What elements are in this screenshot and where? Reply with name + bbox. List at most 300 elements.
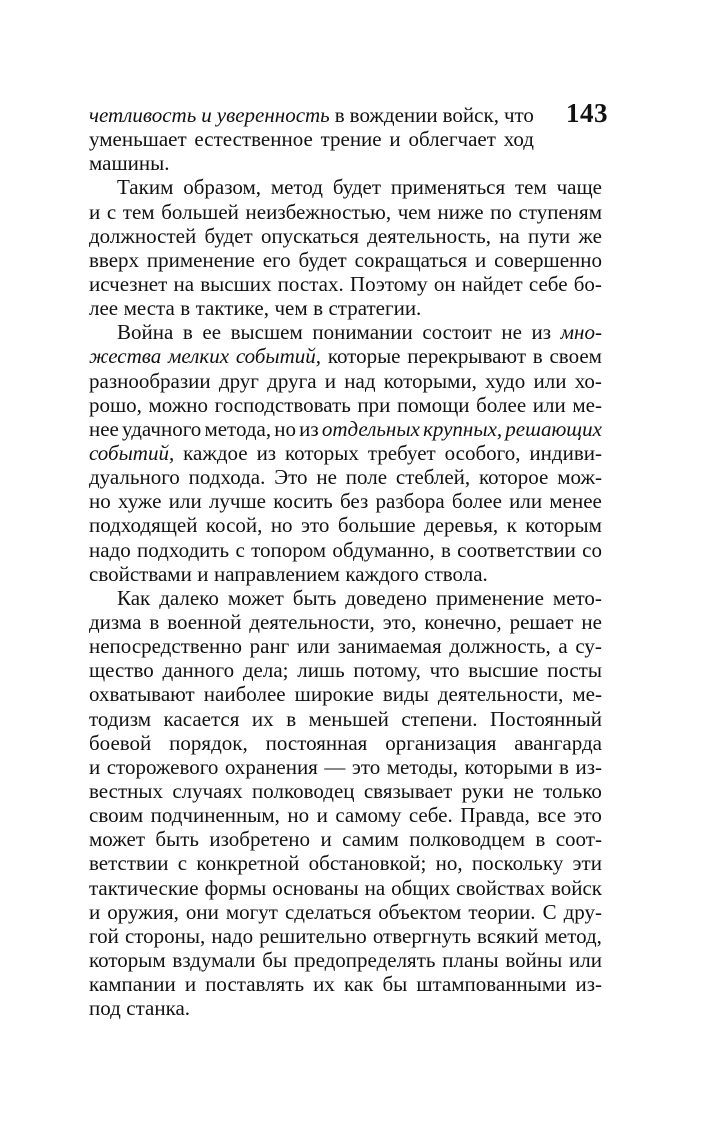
- word: деревья,: [423, 513, 499, 538]
- word: чем: [397, 199, 431, 224]
- word: станка.: [126, 996, 191, 1021]
- word: образом,: [183, 175, 262, 200]
- word: более: [476, 392, 527, 417]
- word: бо-: [573, 271, 602, 296]
- word: уменьшает: [89, 127, 187, 152]
- word: су-: [575, 634, 602, 659]
- word: ме-: [572, 682, 602, 707]
- text-line: [89, 344, 602, 368]
- word: помощи: [397, 392, 470, 417]
- word: методы,: [386, 754, 459, 779]
- word: мож-: [557, 465, 602, 490]
- word: войск: [550, 875, 602, 900]
- text-line: [89, 369, 602, 393]
- word: которое: [479, 465, 549, 490]
- word: неизбежностью,: [245, 199, 392, 224]
- word: подходящей: [89, 513, 198, 538]
- text-line: [89, 513, 602, 537]
- word: не: [513, 778, 534, 803]
- word: стеблей,: [395, 465, 471, 490]
- italic-word: решающих: [505, 416, 602, 441]
- word: поставлять: [205, 972, 305, 997]
- word: состоит: [422, 320, 492, 345]
- word: и: [320, 827, 332, 852]
- word: чем: [274, 296, 308, 321]
- word: ме-: [572, 392, 602, 417]
- word: высшие: [468, 658, 539, 683]
- word: военной: [167, 609, 242, 634]
- word: организация: [385, 730, 497, 755]
- word: или: [168, 489, 202, 514]
- word: широкие: [294, 682, 374, 707]
- word: и: [89, 754, 101, 779]
- text-line: [89, 731, 602, 755]
- word: поскольку: [471, 851, 564, 876]
- word: применяться: [390, 175, 506, 200]
- word: тактике,: [195, 296, 269, 321]
- text-line: [89, 779, 602, 803]
- word: вестных: [89, 778, 163, 803]
- word: из-: [575, 754, 602, 779]
- italic-word: событий,: [235, 344, 322, 369]
- word: ход: [503, 127, 534, 152]
- word: быть: [292, 585, 337, 610]
- word: как: [343, 972, 374, 997]
- word: естественное: [194, 127, 313, 152]
- text-line: [89, 151, 602, 175]
- word: это,: [382, 609, 417, 634]
- text-line: [89, 248, 602, 272]
- word: касается: [163, 706, 240, 731]
- word: но: [287, 803, 310, 828]
- word: Таким: [117, 175, 174, 200]
- word: дру-: [563, 899, 602, 924]
- word: войны: [505, 947, 563, 972]
- word: сделаться: [284, 899, 372, 924]
- word: можно: [148, 392, 209, 417]
- word: своим: [89, 803, 144, 828]
- word: и: [474, 247, 487, 272]
- word: исчезнет: [89, 271, 168, 296]
- word: совершенно: [494, 247, 602, 272]
- word: ветствии: [89, 851, 169, 876]
- word: полководцем: [409, 827, 525, 852]
- word: из-: [575, 972, 602, 997]
- text-line: [89, 924, 602, 948]
- word: формы: [204, 875, 267, 900]
- word: соот-: [555, 827, 602, 852]
- text-line: [89, 103, 534, 127]
- word: решает: [509, 609, 574, 634]
- word: и: [184, 972, 197, 997]
- word: худо: [485, 368, 526, 393]
- word: места: [123, 296, 175, 321]
- word: решительно: [259, 923, 367, 948]
- text-line: [89, 851, 602, 875]
- word: в: [334, 103, 345, 127]
- italic-word: мелких: [168, 344, 230, 369]
- word: они: [185, 899, 219, 924]
- word: лишь: [297, 658, 345, 683]
- word: не: [501, 320, 522, 345]
- word: направлением: [213, 561, 340, 586]
- italic-word: событий,: [89, 440, 175, 465]
- word: себе: [528, 271, 568, 296]
- word: ранг: [249, 634, 290, 659]
- word: войск,: [442, 103, 499, 127]
- word: должность,: [449, 634, 551, 659]
- text-line: [89, 465, 602, 489]
- word: Война: [117, 320, 174, 345]
- text-line: [89, 755, 602, 779]
- word: облегчает: [408, 127, 496, 152]
- italic-word: отдельных: [321, 416, 420, 441]
- word: а: [558, 634, 568, 659]
- word: самим: [342, 827, 399, 852]
- word: косой,: [205, 513, 263, 538]
- word: полководец: [252, 778, 355, 803]
- word: лее: [89, 296, 119, 321]
- word: это: [300, 513, 330, 538]
- text-line: [89, 127, 534, 151]
- word: постоянная: [265, 730, 368, 755]
- word: с: [177, 851, 188, 876]
- word: его: [262, 247, 291, 272]
- word: что: [429, 658, 460, 683]
- text-line: [89, 441, 602, 465]
- word: подхода.: [188, 465, 266, 490]
- word: метод: [270, 175, 323, 200]
- word: соответствии: [457, 537, 576, 562]
- italic-word: и: [201, 103, 212, 127]
- word: или: [568, 947, 602, 972]
- word: —: [324, 754, 346, 779]
- word: каждого: [345, 561, 419, 586]
- word: будет: [204, 223, 253, 248]
- word: основаны: [272, 875, 359, 900]
- word: тактические: [89, 875, 199, 900]
- word: и: [316, 803, 328, 828]
- word: эти: [572, 851, 602, 876]
- text-line: [89, 634, 602, 658]
- word: стороны,: [124, 923, 206, 948]
- word: хо-: [574, 368, 602, 393]
- word: с: [106, 199, 117, 224]
- word: над: [344, 368, 376, 393]
- word: опускаться: [260, 223, 359, 248]
- text-line: [89, 320, 602, 344]
- word: при: [357, 392, 391, 417]
- word: которым: [525, 513, 602, 538]
- word: из: [256, 440, 277, 465]
- word: деятельности,: [437, 682, 564, 707]
- word: обдуманно,: [332, 537, 435, 562]
- word: поле: [345, 465, 388, 490]
- word: это: [573, 803, 602, 828]
- word: не: [316, 465, 337, 490]
- word: из: [299, 416, 319, 441]
- word: тодизм: [89, 706, 152, 731]
- text-line: [89, 996, 602, 1020]
- word: под: [89, 996, 121, 1021]
- text-line: [89, 948, 602, 972]
- word: всякий: [477, 923, 539, 948]
- word: свойствами: [89, 561, 192, 586]
- word: их: [251, 706, 274, 731]
- word: которых: [285, 440, 359, 465]
- text-line: [89, 224, 602, 248]
- text-line: [89, 827, 602, 851]
- text-line: [89, 803, 602, 827]
- word: бы: [262, 947, 288, 972]
- word: дизма: [89, 609, 142, 634]
- word: которыми: [464, 754, 553, 779]
- word: со: [582, 537, 602, 562]
- word: на: [364, 875, 386, 900]
- word: только: [543, 778, 602, 803]
- page-text: [89, 103, 602, 1020]
- word: все: [537, 803, 567, 828]
- word: хуже: [118, 489, 162, 514]
- word: машины.: [89, 151, 170, 176]
- word: в: [286, 706, 297, 731]
- word: без: [339, 489, 369, 514]
- word: косить: [273, 489, 333, 514]
- word: в: [182, 320, 193, 345]
- word: и: [389, 127, 401, 152]
- word: надо: [211, 923, 254, 948]
- word: ниже: [437, 199, 484, 224]
- word: применение: [146, 247, 255, 272]
- word: или: [533, 368, 567, 393]
- word: С: [542, 899, 557, 924]
- word: деятельность,: [367, 223, 491, 248]
- word: кампании: [89, 972, 176, 997]
- italic-word: четливость: [89, 103, 197, 127]
- word: метода,: [204, 416, 272, 441]
- word: перекрывают: [407, 344, 527, 369]
- word: себе.: [408, 803, 453, 828]
- word: более: [451, 489, 502, 514]
- word: боевой: [89, 730, 152, 755]
- word: не: [581, 609, 602, 634]
- word: рошо,: [89, 392, 142, 417]
- page-number: 143: [566, 98, 608, 128]
- word: пути: [527, 223, 571, 248]
- word: обстановкой;: [308, 851, 427, 876]
- word: конкретной: [196, 851, 300, 876]
- text-line: [89, 489, 602, 513]
- text-line: [89, 658, 602, 682]
- word: Как: [117, 585, 151, 610]
- word: штампованными: [416, 972, 567, 997]
- word: вверх: [89, 247, 140, 272]
- word: большей: [161, 199, 239, 224]
- word: которым: [89, 947, 166, 972]
- word: менее: [549, 489, 602, 514]
- word: из: [531, 320, 552, 345]
- word: требует: [367, 440, 436, 465]
- word: может: [89, 827, 145, 852]
- text-line: [89, 200, 602, 224]
- word: Это: [274, 465, 308, 490]
- word: но,: [435, 851, 463, 876]
- word: или: [532, 392, 566, 417]
- text-line: [89, 876, 602, 900]
- word: быть: [155, 827, 199, 852]
- word: охранения: [224, 754, 318, 779]
- word: тем: [514, 175, 547, 200]
- word: объектом: [378, 899, 462, 924]
- word: могут: [225, 899, 278, 924]
- word: доведено: [345, 585, 428, 610]
- word: оружия,: [107, 899, 179, 924]
- text-line: [89, 272, 602, 296]
- italic-word: крупных,: [423, 416, 503, 441]
- text-line: [89, 707, 602, 731]
- word: их: [313, 972, 335, 997]
- word: отвергнуть: [372, 923, 471, 948]
- word: разнообразии: [89, 368, 211, 393]
- word: которые: [327, 344, 401, 369]
- word: друга: [267, 368, 317, 393]
- word: надо: [89, 537, 131, 562]
- word: применение: [436, 585, 544, 610]
- text-line: [89, 393, 602, 417]
- word: что: [503, 103, 534, 127]
- word: мето-: [552, 585, 602, 610]
- word: постах.: [277, 271, 344, 296]
- word: посты: [547, 658, 602, 683]
- word: к: [506, 513, 517, 538]
- word: в: [313, 296, 323, 321]
- word: стратегии.: [328, 296, 422, 321]
- text-line: [89, 900, 602, 924]
- word: занимаемая: [337, 634, 442, 659]
- word: изобретено: [209, 827, 311, 852]
- word: свойствах: [456, 875, 545, 900]
- word: Поэтому: [349, 271, 428, 296]
- word: ствола.: [424, 561, 488, 586]
- text-line: [89, 972, 602, 996]
- word: и: [197, 561, 209, 586]
- word: топором: [251, 537, 327, 562]
- word: дела;: [242, 658, 289, 683]
- word: высшем: [230, 320, 303, 345]
- word: в: [535, 827, 546, 852]
- word: подходить: [137, 537, 230, 562]
- word: ступеням: [518, 199, 602, 224]
- word: господствовать: [214, 392, 351, 417]
- italic-word: уверенность: [216, 103, 330, 127]
- word: и: [89, 199, 101, 224]
- word: он: [433, 271, 456, 296]
- word: на: [499, 223, 520, 248]
- word: предопределять: [293, 947, 436, 972]
- text-line: [89, 586, 602, 610]
- word: высших: [200, 271, 272, 296]
- text-line: [89, 417, 602, 441]
- word: данного: [162, 658, 235, 683]
- text-line: [89, 175, 602, 199]
- word: по: [490, 199, 512, 224]
- word: в: [440, 537, 451, 562]
- word: наиболее: [203, 682, 286, 707]
- word: общих: [391, 875, 451, 900]
- word: степени.: [401, 706, 478, 731]
- word: Постоянный: [489, 706, 602, 731]
- word: на: [173, 271, 195, 296]
- word: авангарда: [514, 730, 602, 755]
- word: далеко: [159, 585, 219, 610]
- word: трение: [320, 127, 382, 152]
- word: но: [274, 416, 297, 441]
- word: каждое: [183, 440, 248, 465]
- word: гой: [89, 923, 119, 948]
- word: случаях: [172, 778, 243, 803]
- word: в: [532, 344, 543, 369]
- text-line: [89, 296, 602, 320]
- word: метод,: [544, 923, 602, 948]
- word: щество: [89, 658, 154, 683]
- word: же: [578, 223, 602, 248]
- text-line: [89, 682, 602, 706]
- word: охватывают: [89, 682, 195, 707]
- word: в: [180, 296, 191, 321]
- word: или: [296, 634, 330, 659]
- word: виды: [382, 682, 429, 707]
- word: но: [89, 489, 111, 514]
- word: большие: [337, 513, 416, 538]
- word: индиви-: [529, 440, 602, 465]
- word: бы: [382, 972, 408, 997]
- word: должностей: [89, 223, 197, 248]
- word: самому: [335, 803, 402, 828]
- word: руки: [461, 778, 504, 803]
- word: ее: [202, 320, 222, 345]
- word: и: [89, 899, 101, 924]
- word: удачного: [122, 416, 202, 441]
- word: подчиненным,: [150, 803, 280, 828]
- word: в: [149, 609, 160, 634]
- word: чаще: [556, 175, 602, 200]
- word: с: [235, 537, 245, 562]
- italic-word: жества: [89, 344, 162, 369]
- word: меньшей: [308, 706, 389, 731]
- word: вздумали: [172, 947, 256, 972]
- word: потому,: [353, 658, 421, 683]
- word: но: [270, 513, 293, 538]
- word: сокращаться: [354, 247, 468, 272]
- word: сторожевого: [106, 754, 219, 779]
- word: вождении: [349, 103, 438, 127]
- word: порядок,: [169, 730, 248, 755]
- word: нее: [89, 416, 119, 441]
- word: разбора: [375, 489, 445, 514]
- word: теории.: [468, 899, 536, 924]
- word: конечно,: [424, 609, 502, 634]
- word: понимании: [312, 320, 413, 345]
- text-line: [89, 610, 602, 634]
- text-line: [89, 562, 602, 586]
- word: это: [351, 754, 381, 779]
- word: друг: [218, 368, 259, 393]
- word: лучше: [208, 489, 266, 514]
- word: и: [324, 368, 337, 393]
- word: деятельности,: [249, 609, 375, 634]
- italic-word: мно-: [560, 320, 602, 345]
- word: или: [509, 489, 543, 514]
